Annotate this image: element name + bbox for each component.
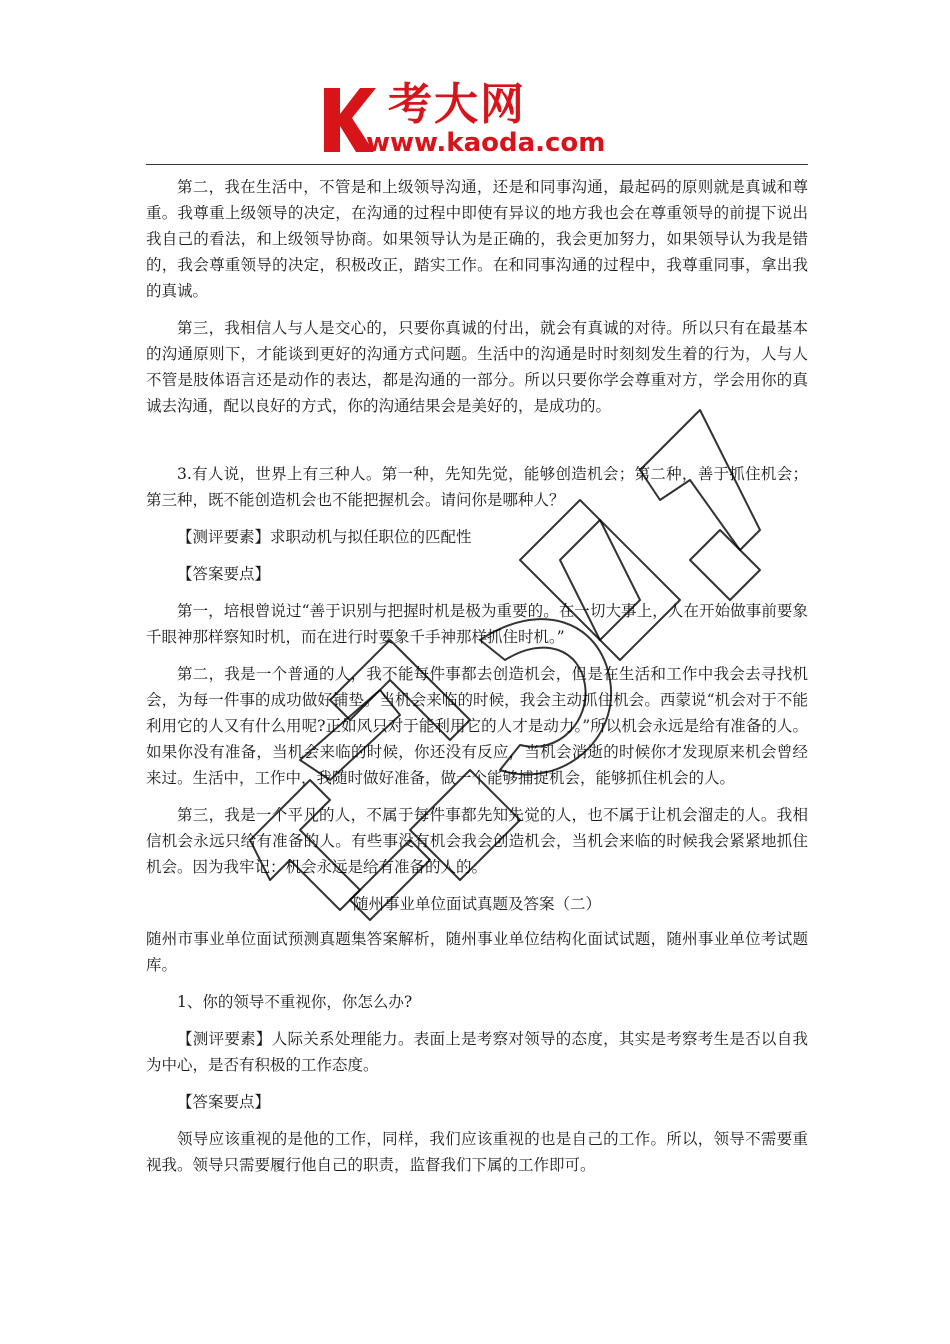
logo-url: www.kaoda.com [366,128,606,158]
paragraph: 第一，培根曾说过“善于识别与把握时机是极为重要的。在一切大事上，人在开始做事前要象千眼神那样察知时机，而在进行时要象千手神那样抓住时机。” [146,602,808,646]
page-header [0,0,950,170]
section-title: 随州事业单位面试真题及答案（二） [352,895,601,913]
section-intro: 随州市事业单位面试预测真题集答案解析，随州事业单位结构化面试试题，随州事业单位考试题库。 [146,930,808,974]
header-divider [146,164,808,165]
paragraph: 第二，我在生活中，不管是和上级领导沟通，还是和同事沟通，最起码的原则就是真诚和尊重。我尊重上级领导的决定，在沟通的过程中即使有异议的地方我也会在尊重领导的前提下说出我自己的看法，和上级领导协商。如果领导认为是正确的，我会更加努力，如果领导认为我是错的，我会尊重领导的决定，积极改正，踏实工作。在和同事沟通的过程中，我尊重同事，拿出我的真诚。 [146,178,808,300]
answer-heading: 【答案要点】 [177,565,271,583]
paragraph: 第三，我是一个平凡的人，不属于每件事都先知先觉的人，也不属于让机会溜走的人。我相信机会永远只给有准备的人。有些事没有机会我会创造机会，当机会来临的时候我会紧紧地抓住机会。因为我牢记：机会永远是给有准备的人的。 [146,806,808,876]
document-body [146,174,808,1189]
evaluation-factor: 【测评要素】人际关系处理能力。表面上是考察对领导的态度，其实是考察考生是否以自我为中心，是否有积极的工作态度。 [146,1030,808,1074]
evaluation-factor: 【测评要素】求职动机与拟任职位的匹配性 [177,528,472,546]
paragraph: 第三，我相信人与人是交心的，只要你真诚的付出，就会有真诚的对待。所以只有在最基本的沟通原则下，才能谈到更好的沟通方式问题。生活中的沟通是时时刻刻发生着的行为，人与人不管是肢体语言还是动作的表达，都是沟通的一部分。所以只要你学会尊重对方，学会用你的真诚去沟通，配以良好的方式，你的沟通结果会是美好的，是成功的。 [146,319,808,415]
paragraph: 第二，我是一个普通的人，我不能每件事都去创造机会，但是在生活和工作中我会去寻找机会，为每一件事的成功做好铺垫。当机会来临的时候，我会主动抓住机会。西蒙说“机会对于不能利用它的人又有什么用呢?正如风只对于能利用它的人才是动力。”所以机会永远是给有准备的人。如果你没有准备，当机会来临的时候，你还没有反应，当机会消逝的时候你才发现原来机会曾经来过。生活中，工作中，我随时做好准备，做一个能够捕捉机会，能够抓住机会的人。 [146,665,808,787]
logo-title: 考大网 [388,79,526,130]
question-3: 3.有人说，世界上有三种人。第一种，先知先觉，能够创造机会；第二种，善于抓住机会；第三种，既不能创造机会也不能把握机会。请问你是哪种人？ [146,465,808,509]
paragraph: 领导应该重视的是他的工作，同样，我们应该重视的也是自己的工作。所以，领导不需要重视我。领导只需要履行他自己的职责，监督我们下属的工作即可。 [146,1130,808,1174]
answer-heading: 【答案要点】 [177,1093,271,1111]
question-1: 1、你的领导不重视你，你怎么办? [177,993,413,1011]
